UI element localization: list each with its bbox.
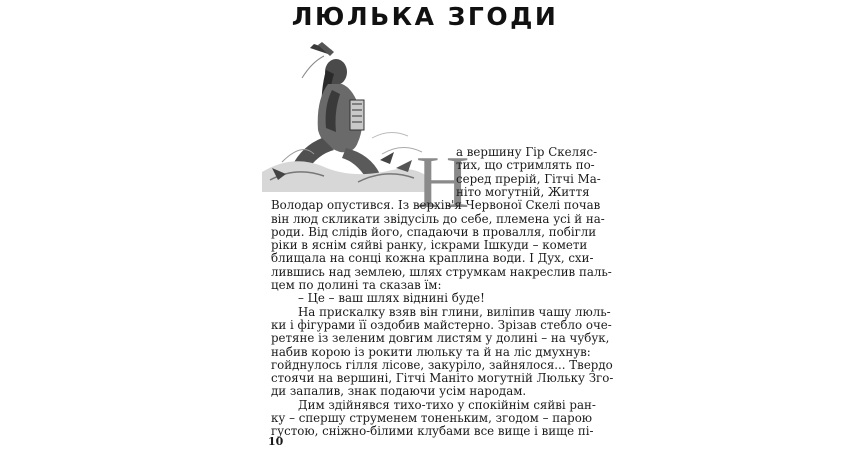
text-line: серед прерій, Гітчі Ма- [456, 171, 601, 186]
text-line: ріки в яснім сяйві ранку, іскрами Ішкуди – комети [271, 238, 588, 253]
text-line: густою, сніжно-білими клубами все вище і вище пі- [271, 424, 594, 439]
page-title: ЛЮЛЬКА ЗГОДИ [291, 2, 559, 31]
text-line: тих, що стримлять по- [456, 158, 595, 173]
text-line: набив корою із рокити люльку та й на ліс дмухнув: [271, 344, 591, 359]
text-line: ди запалив, знак подаючи усім народам. [271, 384, 527, 399]
text-line: лившись над землею, шлях струмкам накреслив паль- [271, 264, 612, 279]
text-line: Володар опустився. Із верхів'я Червоної Скелі почав [271, 198, 601, 213]
text-line: ніто могутній, Життя [456, 184, 590, 199]
text-line: стоячи на вершині, Гітчі Маніто могутній Люльку Зго- [271, 371, 614, 386]
text-line: роди. Від слідів його, спадаючи в провалля, побігли [271, 224, 597, 239]
text-line: ку – спершу струменем тоненьким, згодом – парою [271, 411, 593, 425]
text-line: ки і фігурами її оздобив майстерно. Зрізав стебло оче- [271, 317, 612, 332]
illustration-native-figure [262, 42, 427, 192]
text-line: На прискалку взяв він глини, виліпив чашу люль- [298, 304, 611, 319]
text-line: ретяне із зеленим довгим листям у долині – на чубук, [271, 331, 610, 346]
text-line: він люд скликати звідусіль до себе, племена усі й на- [271, 211, 605, 226]
page-number: 10 [268, 435, 284, 448]
text-line: цем по долині та сказав їм: [271, 278, 442, 292]
text-line: а вершину Гір Скеляс- [456, 145, 598, 159]
drop-cap-letter: Н [416, 142, 470, 224]
text-line: гойднулось гілля лісове, закуріло, зайнялося... Твердо [271, 357, 613, 372]
text-line: Дим здійнявся тихо-тихо у спокійнім сяйві ран- [298, 397, 596, 412]
text-line: блищала на сонці кожна краплина води. І Дух, схи- [271, 251, 594, 266]
text-line: – Це – ваш шлях віднині буде! [298, 291, 485, 306]
